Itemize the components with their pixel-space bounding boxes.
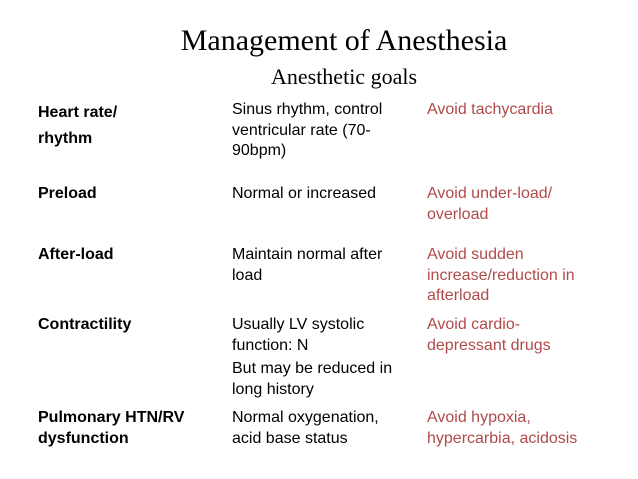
- status-line: Maintain normal after: [232, 246, 383, 263]
- status-line: acid base status: [232, 429, 348, 447]
- parameter-line: rhythm: [38, 130, 93, 147]
- row-parameter: [38, 184, 218, 205]
- status-line: load: [232, 266, 263, 284]
- row-parameter: [38, 408, 218, 449]
- status-line: Normal or increased: [232, 185, 377, 202]
- row-parameter: [38, 100, 218, 152]
- goal-line: depressant drugs: [427, 336, 551, 354]
- status-line: Sinus rhythm, control: [232, 101, 383, 118]
- row-goal: [427, 315, 627, 356]
- row-status: [232, 315, 417, 400]
- goal-line: Avoid under-load/: [427, 185, 553, 202]
- row-goal: [427, 408, 627, 449]
- parameter-line: After-load: [38, 246, 114, 263]
- goal-line: hypercarbia, acidosis: [427, 429, 578, 447]
- row-goal: [427, 245, 627, 307]
- slide-subtitle: Anesthetic goals: [270, 64, 418, 89]
- row-status: [232, 245, 417, 286]
- row-parameter: [38, 245, 218, 266]
- parameter-line: dysfunction: [38, 429, 129, 447]
- status-line: Normal oxygenation,: [232, 409, 379, 426]
- row-status: [232, 184, 417, 205]
- row-goal: [427, 100, 627, 121]
- row-goal: [427, 184, 627, 225]
- goal-line: afterload: [427, 287, 490, 304]
- parameter-line: Contractility: [38, 316, 132, 333]
- goal-line: increase/reduction in: [427, 266, 575, 284]
- goal-line: overload: [427, 205, 489, 223]
- parameter-line: Heart rate/: [38, 104, 118, 121]
- goal-line: Avoid cardio-: [427, 316, 521, 333]
- parameter-line: Pulmonary HTN/RV: [38, 409, 185, 426]
- goal-line: Avoid tachycardia: [427, 101, 553, 118]
- parameter-line: Preload: [38, 185, 97, 202]
- row-status: [232, 408, 417, 449]
- row-parameter: [38, 315, 218, 336]
- row-status: [232, 100, 417, 162]
- status-line: 90bpm): [232, 142, 287, 159]
- status-line: But may be reduced in: [232, 360, 393, 377]
- goal-line: Avoid hypoxia,: [427, 409, 531, 426]
- goal-line: Avoid sudden: [427, 246, 524, 263]
- status-line: function: N: [232, 336, 309, 354]
- slide-title: Management of Anesthesia: [180, 24, 508, 57]
- status-line: long history: [232, 380, 314, 398]
- status-line: Usually LV systolic: [232, 316, 365, 333]
- status-line: ventricular rate (70-: [232, 121, 371, 139]
